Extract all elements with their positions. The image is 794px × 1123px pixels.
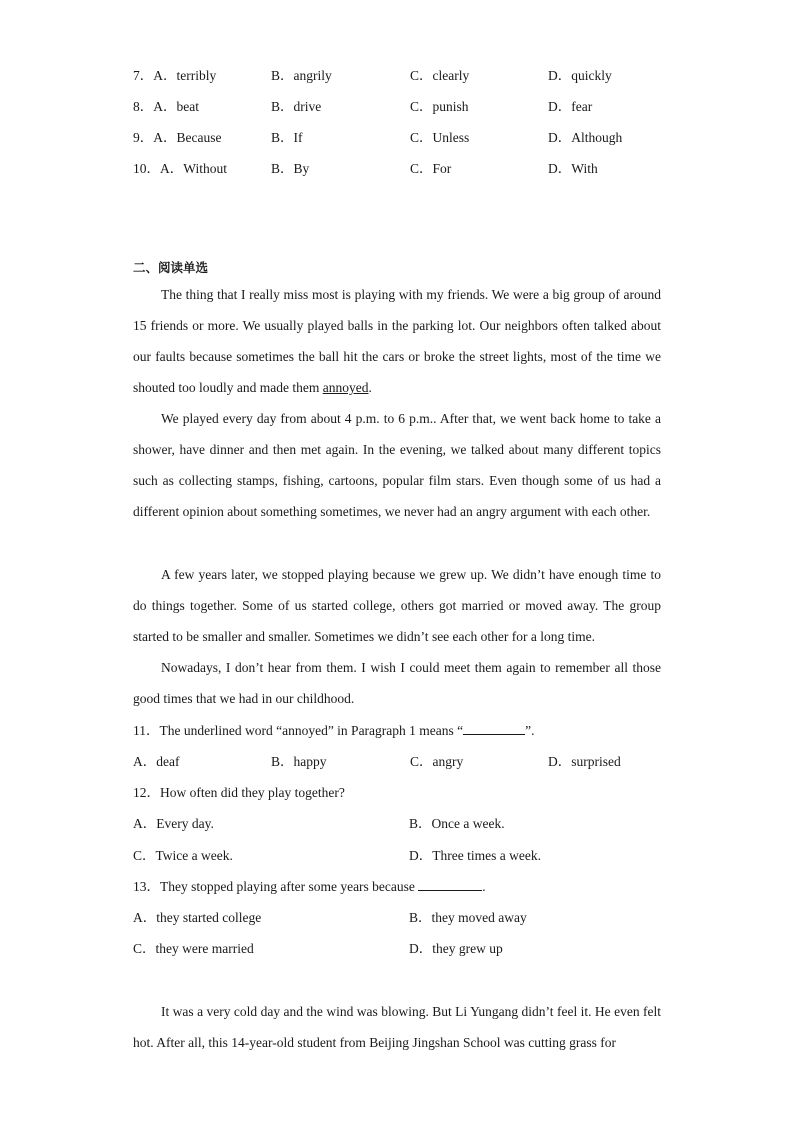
passage1-paragraph-4: Nowadays, I don’t hear from them. I wish I could meet them again to remember all those good times that we had in our childhood. xyxy=(133,660,661,706)
cloze-item-8 xyxy=(133,97,663,117)
option-d: D．Three times a week. xyxy=(409,848,541,863)
passage1-paragraph-3: A few years later, we stopped playing because we grew up. We didn’t have enough time to do things together. Some of us started college, others got married or moved away. The group started to be smaller and smaller. Sometimes we didn’t see each other for a long time. xyxy=(133,567,661,644)
question-13-options-ab xyxy=(133,908,663,928)
option-d: D．quickly xyxy=(548,68,612,83)
option-a: A．Every day. xyxy=(133,816,214,831)
section-title: 二、阅读单选 xyxy=(133,260,209,275)
option-a: 8．A．beat xyxy=(133,99,199,114)
question-12-options-ab xyxy=(133,814,663,834)
option-c: C．angry xyxy=(410,754,464,769)
underlined-word: annoyed xyxy=(322,380,369,395)
option-c: C．they were married xyxy=(133,941,254,956)
passage1-paragraph-1: The thing that I really miss most is playing with my friends. We were a big group of around 15 friends or more. We usually played balls in the parking lot. Our neighbors often talked about our faults because sometimes the ball hit the cars or broke the street lights, most of the time we shouted too loudly and made them annoyed. xyxy=(133,287,661,395)
option-a: A．deaf xyxy=(133,754,180,769)
option-a: 9．A．Because xyxy=(133,130,222,145)
question-11-options xyxy=(133,752,663,772)
option-d: D．Although xyxy=(548,130,623,145)
option-b: B．they moved away xyxy=(409,910,527,925)
option-d: D．With xyxy=(548,161,598,176)
option-a: 7．A．terribly xyxy=(133,68,217,83)
option-d: D．fear xyxy=(548,99,593,114)
option-d: D．surprised xyxy=(548,754,621,769)
question-12-options-cd xyxy=(133,846,663,866)
option-b: B．angrily xyxy=(271,68,332,83)
passage2-paragraph-1: It was a very cold day and the wind was blowing. But Li Yungang didn’t feel it. He even felt hot. After all, this 14-year-old student from Beijing Jingshan School was cutting grass for xyxy=(133,1004,661,1050)
answer-blank xyxy=(418,878,482,891)
option-c: C．Twice a week. xyxy=(133,848,233,863)
option-a: A．they started college xyxy=(133,910,262,925)
option-d: D．they grew up xyxy=(409,941,503,956)
option-c: C．punish xyxy=(410,99,469,114)
option-c: C．For xyxy=(410,161,452,176)
option-b: B．happy xyxy=(271,754,327,769)
option-c: C．Unless xyxy=(410,130,470,145)
cloze-item-7 xyxy=(133,66,663,86)
option-b: B．By xyxy=(271,161,310,176)
question-13-options-cd xyxy=(133,939,663,959)
option-b: B．drive xyxy=(271,99,322,114)
option-a: 10．A．Without xyxy=(133,161,227,176)
passage1-paragraph-2: We played every day from about 4 p.m. to 6 p.m.. After that, we went back home to take a shower, have dinner and then met again. In the evening, we talked about many different topics such as collecting stamps, fishing, cartoons, popular film stars. Even though some of us had a different opinion about something sometimes, we never had an angry argument with each other. xyxy=(133,411,661,519)
question-11-stem: 11．The underlined word “annoyed” in Paragraph 1 means “ ”. xyxy=(133,723,535,738)
cloze-item-9 xyxy=(133,128,663,148)
option-c: C．clearly xyxy=(410,68,470,83)
answer-blank xyxy=(463,722,525,735)
question-12-stem: 12．How often did they play together? xyxy=(133,785,345,800)
cloze-item-10 xyxy=(133,159,663,179)
option-b: B．If xyxy=(271,130,303,145)
option-b: B．Once a week. xyxy=(409,816,505,831)
question-13-stem: 13．They stopped playing after some years because . xyxy=(133,879,486,894)
